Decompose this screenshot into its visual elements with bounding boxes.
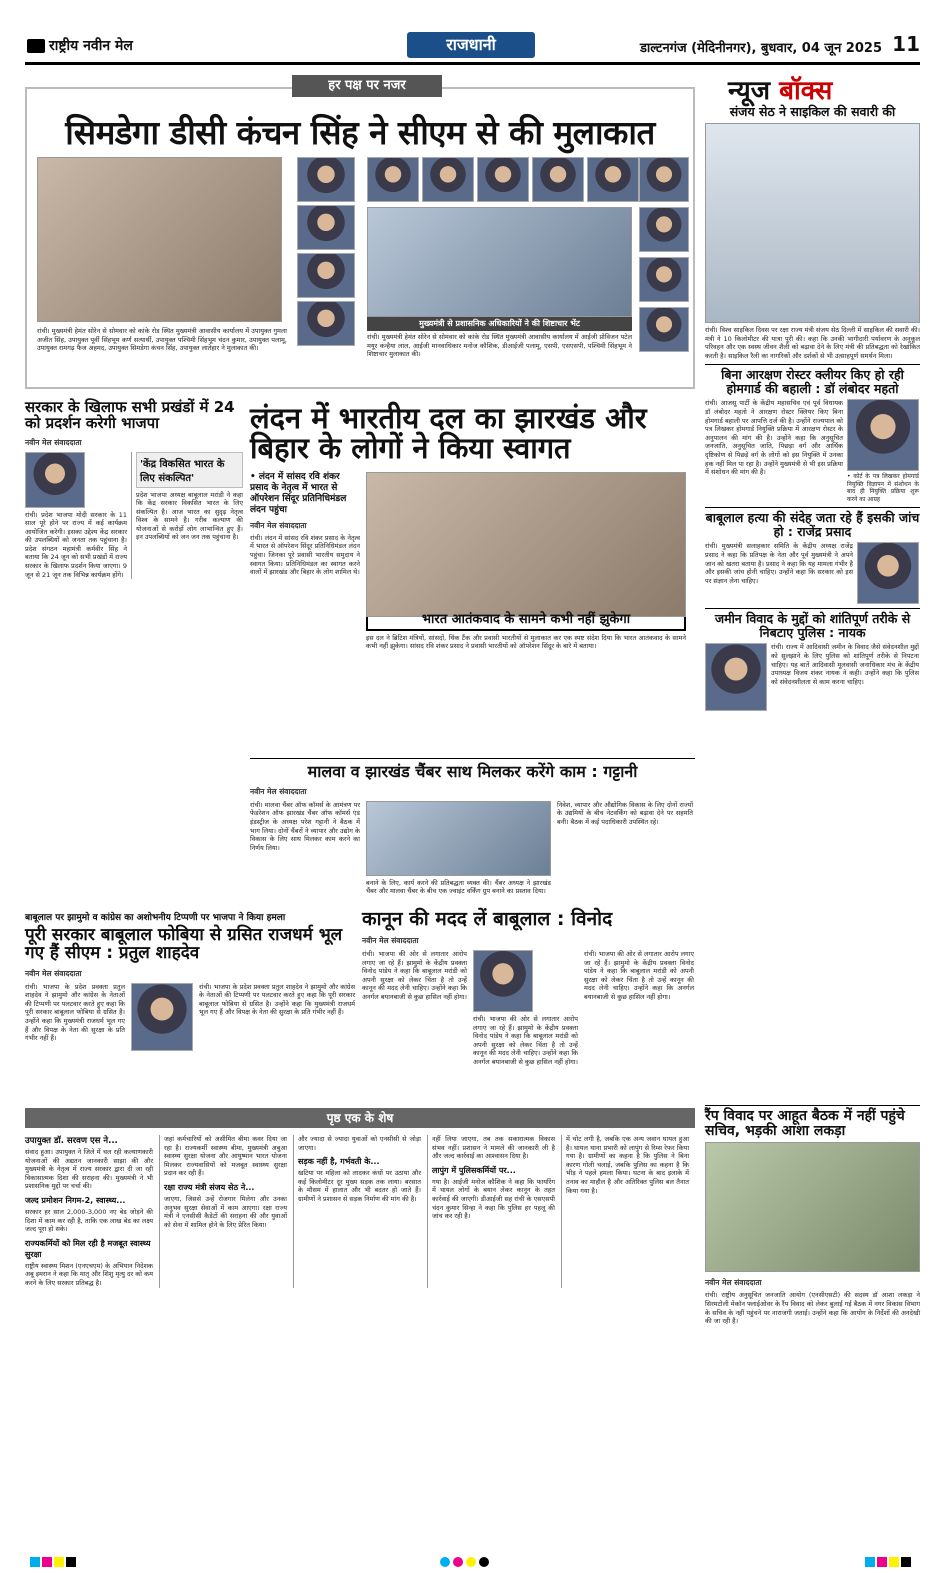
delegation-photo bbox=[366, 472, 686, 617]
banner-headline: भारत आतंकवाद के सामने कभी नहीं झुकेगा bbox=[366, 605, 686, 631]
feature-caption-right: रांची। मुख्यमंत्री हेमंत सोरेन से सोमवार को कांके रोड स्थित मुख्यमंत्री आवासीय कार्यालय में आईजी प्रोविजन पटेल मयूर कन्हैया लाल, आईजी मानवाधिकार मनोज कौशिक, डीआईजी पलामू, एसपी, एसएसपी, पश्चिमी सिंहभूम ने शिष्टाचार मुलाकात की। bbox=[367, 333, 632, 359]
story-text: रांची। भाजपा के प्रदेश प्रवक्ता प्रतुल शाहदेव ने झामुमो और कांग्रेस के नेताओं की टिप्पणी पर पलटवार करते हुए कहा कि पूरी सरकार बाबूलाल फोबिया से ग्रसित है। उन्होंने कहा कि मुख्यमंत्री राजधर्म भूल गए हैं और विपक्ष के नेता की सुरक्षा के प्रति गंभीर नहीं हैं। bbox=[25, 982, 125, 1043]
story-headline: संजय सेठ ने साइकिल की सवारी की bbox=[729, 104, 896, 119]
color-registration-bar bbox=[30, 1552, 78, 1571]
officer-portrait bbox=[422, 157, 474, 202]
page-number: 11 bbox=[892, 32, 920, 56]
dateline: डाल्टनगंज (मेदिनीनगर), बुधवार, 04 जून 2025 bbox=[639, 41, 882, 56]
story-kicker: बाबूलाल पर झामुमो व कांग्रेस का अशोभनीय टिप्पणी पर भाजपा ने किया हमला bbox=[25, 913, 286, 923]
story-headline: बाबूलाल हत्या की संदेह जता रहे हैं इसकी जांच हो : राजेंद्र प्रसाद bbox=[705, 510, 920, 540]
masthead bbox=[25, 30, 920, 65]
story-text: रांची। भाजपा की ओर से लगातार आरोप लगाए जा रहे हैं। झामुमो के केंद्रीय प्रवक्ता विनोद पांडेय ने कहा कि बाबूलाल मरांडी को अपनी सुरक्षा को लेकर चिंता है तो उन्हें कानून की मदद लेनी चाहिए। उन्होंने कहा कि अनर्गल बयानबाजी से कुछ हासिल नहीं होगा। bbox=[473, 1014, 578, 1066]
officer-portrait bbox=[587, 157, 639, 202]
leader-portrait bbox=[131, 983, 193, 1051]
story-text: जहां कर्मचारियों को असीमित बीमा कवर दिया जा रहा है। राज्यकर्मी स्वास्थ्य बीमा, मुख्यमंत्री अबुआ स्वास्थ्य सुरक्षा योजना और आयुष्मान भारत योजना मिलकर राज्यवासियों को मजबूत स्वास्थ्य सुरक्षा प्रदान कर रही हैं। bbox=[164, 1135, 287, 1178]
story-text: रांची। प्रदेश भाजपा मोदी सरकार के 11 साल पूरे होने पर राज्य में कई कार्यक्रम आयोजित करेगी। इसका उद्देश्य केंद्र सरकार की उपलब्धियों को जनता तक पहुंचाना है। प्रदेश संगठन महामंत्री कर्मवीर सिंह ने बताया कि 24 जून को सभी प्रखंडों में राज्य सरकार के खिलाफ प्रदर्शन किया जाएगा। 9 जून से 21 जून तक विभिन्न कार्यक्रम होंगे। bbox=[25, 510, 127, 579]
cycling-photo bbox=[705, 123, 920, 323]
story-headline: बिना आरक्षण रोस्टर क्लीयर किए हो रही होमगार्ड की बहाली : डॉ लंबोदर महतो bbox=[721, 367, 904, 397]
official-portrait bbox=[297, 301, 355, 346]
story-text: प्रदेश भाजपा अध्यक्ष बाबूलाल मरांडी ने कहा कि केंद्र सरकार विकसित भारत के लिए संकल्पित है। आज भारत का सुदृढ़ नेतृत्व विश्व के सामने है। गरीब कल्याण की योजनाओं से करोड़ों लोग लाभान्वित हुए हैं। इन उपलब्धियों को जन जन तक पहुंचाना है। bbox=[136, 490, 243, 542]
leader-portrait bbox=[25, 452, 85, 508]
byline: नवीन मेल संवाददाता bbox=[362, 935, 419, 945]
official-portrait bbox=[297, 253, 355, 298]
story-text: निवेश, व्यापार और औद्योगिक विकास के लिए दोनों राज्यों के उद्यमियों के बीच नेटवर्किंग को बढ़ावा देने पर सहमति बनी। बैठक में कई पदाधिकारी उपस्थित रहे। bbox=[557, 800, 693, 826]
supplement-columns bbox=[25, 1135, 695, 1288]
officer-portrait bbox=[367, 157, 419, 202]
section-tag: राजधानी bbox=[407, 32, 535, 58]
story-text: संवाद हुआ। उपायुक्त ने जिले में चल रही कल्याणकारी योजनाओं की अद्यतन जानकारी साझा की और मुख्यमंत्री के नेतृत्व में राज्य सरकार द्वारा दी जा रही विकासात्मक दिशा की सराहना की। मुख्यमंत्री ने भी प्रशासनिक मुद्दों पर चर्चा की। bbox=[25, 1148, 153, 1191]
photo-caption: बनाने के लिए, कार्य करने की प्रतिबद्धता व्यक्त की। चैंबर अध्यक्ष ने झारखंड चैंबर और मालवा चैंबर के बीच एक ज्वाइंट वर्किंग ग्रुप बनाने का प्रस्ताव दिया। bbox=[366, 878, 551, 896]
story-text: राष्ट्रीय स्वास्थ्य मिशन (एनएचएम) के अभियान निदेशक अबू इमरान ने कहा कि मातृ और शिशु मृत्यु दर को कम करने के लिए सरकार प्रतिबद्ध है। bbox=[25, 1261, 153, 1287]
officer-portrait bbox=[639, 307, 689, 352]
story-text: नहीं लिया जाएगा, तब तक सकारात्मक विकास संभव नहीं। प्रशासन ने मामले की जानकारी ली है और जल्द कार्रवाई का आश्वासन दिया है। bbox=[432, 1135, 555, 1161]
story-text: सरकार हर साल 2,000-3,000 नए बेड जोड़ने की दिशा में काम कर रही है, ताकि एक लाख बेड का लक्ष्य जल्द पूरा हो सके। bbox=[25, 1207, 153, 1234]
color-registration-dots bbox=[440, 1552, 492, 1571]
story-headline: सरकार के खिलाफ सभी प्रखंडों में 24 को प्रदर्शन करेगी भाजपा bbox=[25, 398, 235, 432]
official-portrait bbox=[297, 157, 355, 202]
story-text: रांची। भाजपा के प्रदेश प्रवक्ता प्रतुल शाहदेव ने झामुमो और कांग्रेस के नेताओं की टिप्पणी पर पलटवार करते हुए कहा कि पूरी सरकार बाबूलाल फोबिया से ग्रसित है। उन्होंने कहा कि मुख्यमंत्री राजधर्म भूल गए हैं और विपक्ष के नेता की सुरक्षा के प्रति गंभीर नहीं हैं। bbox=[199, 982, 355, 1017]
feature-box bbox=[25, 78, 695, 389]
supplement-bar: पृष्ठ एक के शेष bbox=[25, 1108, 695, 1128]
story-text: रांची। लंदन में सांसद रवि शंकर प्रसाद के नेतृत्व में भारत से ऑपरेशन सिंदूर प्रतिनिधिमंडल लंदन पहुंचा। जिनका पूरे प्रवासी भारतीय समुदाय ने स्वागत किया। प्रतिनिधिमंडल का स्वागत करने वालों में झारखंड और बिहार के लोग शामिल थे। bbox=[250, 533, 360, 577]
byline: नवीन मेल संवाददाता bbox=[705, 1278, 762, 1288]
story-text: खटिया पर महिला को लादकर कंधों पर उठाया और कई किलोमीटर दूर मुख्य सड़क तक लाया। बरसात के मौसम में हालात और भी बदतर हो जाते हैं। ग्रामीणों ने प्रशासन से सड़क निर्माण की मांग की है। bbox=[298, 1169, 421, 1203]
story-text: और ज्यादा से ज्यादा युवाओं को एनसीसी से जोड़ा जाएगा। bbox=[298, 1135, 421, 1152]
leader-portrait bbox=[857, 542, 919, 604]
byline: नवीन मेल संवाददाता bbox=[250, 786, 307, 796]
story-text: जाएगा, जिससे उन्हें रोजगार मिलेगा और उनका अनुभव सुरक्षा सेवाओं में काम आएगा। रक्षा राज्य मंत्री ने एनसीसी कैडेटों की सराहना की और युवाओं को सेना में शामिल होने के लिए प्रेरित किया। bbox=[164, 1194, 287, 1229]
leader-portrait bbox=[705, 643, 767, 711]
story-text: रांची। राष्ट्रीय अनुसूचित जनजाति आयोग (एनसीएसटी) की सदस्य डॉ आशा लकड़ा ने सिरमटोली मेकॉन फ्लाईओवर के रैंप विवाद को लेकर बुलाई गई बैठक में नगर विकास विभाग के सचिव के नहीं पहुंचने पर नाराजगी जताई। उन्होंने कहा कि आयोग के निर्देशों की अनदेखी की जा रही है। bbox=[705, 1291, 920, 1326]
story-headline: रैंप विवाद पर आहूत बैठक में नहीं पहुंचे सचिव, भड़की आशा लकड़ा bbox=[705, 1108, 905, 1139]
chamber-story bbox=[250, 758, 695, 896]
sub-headline: सड़क नहीं है, गर्भवती के... bbox=[298, 1157, 380, 1167]
byline: नवीन मेल संवाददाता bbox=[25, 968, 82, 978]
news-box-column bbox=[705, 105, 920, 711]
official-portrait bbox=[297, 205, 355, 250]
sub-headline: राज्यकर्मियों को मिल रही है मजबूत स्वास्थ्य सुरक्षा bbox=[25, 1238, 151, 1259]
news-box-title: न्यूज बॉक्स bbox=[728, 76, 833, 106]
bjp-story bbox=[25, 400, 243, 579]
feature-tab: हर पक्ष पर नजर bbox=[292, 75, 442, 97]
story-headline: जमीन विवाद के मुद्दों को शांतिपूर्ण तरीके से निबटाए पुलिस : नायक bbox=[714, 611, 911, 641]
story-headline: पूरी सरकार बाबूलाल फोबिया से ग्रसित राजधर्म भूल गए हैं सीएम : प्रतुल शाहदेव bbox=[25, 925, 343, 963]
story-text: रांची। भाजपा की ओर से लगातार आरोप लगाए जा रहे हैं। झामुमो के केंद्रीय प्रवक्ता विनोद पांडेय ने कहा कि बाबूलाल मरांडी को अपनी सुरक्षा को लेकर चिंता है तो उन्हें कानून की मदद लेनी चाहिए। उन्होंने कहा कि अनर्गल बयानबाजी से कुछ हासिल नहीं होगा। bbox=[584, 949, 694, 1001]
sub-headline: लापुंग में पुलिसकर्मियों पर... bbox=[432, 1165, 516, 1175]
newspaper-logo: राष्ट्रीय नवीन मेल bbox=[27, 36, 133, 55]
byline: नवीन मेल संवाददाता bbox=[25, 437, 82, 447]
story-text: गया है। आईजी मनोज कौशिक ने कहा कि फायरिंग में घायल लोगों के बयान लेकर कानून के तहत कार्रवाई की जाएगी। डीआईजी सह रांची के एसएसपी चंदन कुमार सिन्हा ने कहा कि पुलिस हर पहलू की जांच कर रही है। bbox=[432, 1177, 555, 1221]
story-text: रांची। मुख्यमंत्री सलाहकार समिति के केंद्रीय अध्यक्ष राजेंद्र प्रसाद ने कहा कि प्रतिपक्ष के नेता और पूर्व मुख्यमंत्री ने अपने जान को खतरा बताया है। प्रसाद ने कहा कि यह मामला गंभीर है और इसकी जांच होनी चाहिए। उन्होंने कहा कि सरकार को इस पर संज्ञान लेना चाहिए। bbox=[705, 542, 853, 585]
chamber-photo bbox=[366, 801, 551, 876]
story-text: रांची। विश्व साइकिल दिवस पर रक्षा राज्य मंत्री संजय सेठ दिल्ली में साइकिल की सवारी की। मंत्री ने 10 किलोमीटर की यात्रा पूरी की। कहा कि उनकी भागीदारी पर्यावरण के अनुकूल परिवहन और एक स्वस्थ जीवन शैली को बढ़ावा देने के लिए मंत्री की प्रतिबद्धता को रेखांकित करती है। साइकिल रैली का नागरिकों और दर्शकों से भी उत्साहपूर्ण समर्थन मिला। bbox=[705, 326, 920, 360]
feature-headline: सिमडेगा डीसी कंचन सिंह ने सीएम से की मुलाकात bbox=[65, 113, 655, 152]
byline: नवीन मेल संवाददाता bbox=[250, 520, 307, 530]
sub-headline: 'केंद्र विकसित भारत के लिए संकल्पित' bbox=[136, 452, 243, 488]
story-text: रांची। भाजपा की ओर से लगातार आरोप लगाए जा रहे हैं। झामुमो के केंद्रीय प्रवक्ता विनोद पांडेय ने कहा कि बाबूलाल मरांडी को अपनी सुरक्षा को लेकर चिंता है तो उन्हें कानून की मदद लेनी चाहिए। उन्होंने कहा कि अनर्गल बयानबाजी से कुछ हासिल नहीं होगा। bbox=[362, 949, 467, 1001]
london-story bbox=[250, 403, 695, 651]
story-text: रांची। मालवा चैंबर ऑफ कॉमर्स के आमंत्रण पर फेडरेशन ऑफ झारखंड चैंबर ऑफ कॉमर्स एंड इंडस्ट्रीज के अध्यक्ष परेश गट्टानी ने बैठक में भाग लिया। दोनों चैंबरों ने व्यापार और उद्योग के विकास के लिए साथ मिलकर काम करने का निर्णय लिया। bbox=[250, 800, 360, 852]
story-bullet: • लंदन में सांसद रवि शंकर प्रसाद के नेतृत्व में भारत से ऑपरेशन सिंदूर प्रतिनिधिमंडल लंदन पहुंचा bbox=[250, 471, 347, 515]
sub-headline: रक्षा राज्य मंत्री संजय सेठ ने... bbox=[164, 1182, 255, 1192]
law-story bbox=[362, 910, 695, 1067]
leader-portrait bbox=[473, 950, 533, 1012]
officer-portrait bbox=[639, 157, 689, 202]
officer-portrait bbox=[477, 157, 529, 202]
story-headline: मालवा व झारखंड चैंबर साथ मिलकर करेंगे काम : गट्टानी bbox=[307, 762, 638, 781]
feature-caption-left: रांची। मुख्यमंत्री हेमंत सोरेन से सोमवार को कांके रोड स्थित मुख्यमंत्री आवासीय कार्यालय में उपायुक्त गुमला अजीत सिंह, उपायुक्त पूर्वी सिंहभूम कर्ण सत्यार्थी, उपायुक्त पश्चिमी सिंहभूम चंदन कुमार, उपायुक्त पलामू, उपायुक्त रामगढ़ फैज अहमद, उपायुक्त सिमडेगा कंचन सिंह, उपायुक्त लातेहार ने मुलाकात की। bbox=[37, 327, 287, 353]
ramp-photo bbox=[705, 1142, 920, 1272]
officer-portrait bbox=[639, 257, 689, 302]
story-text: में चोट लगी है, जबकि एक अन्य जवान घायल हुआ है। घायल थाना प्रभारी को लापुंग से रिम्स रेफर किया गया है। ग्रामीणों का कहना है कि पुलिस ने बिना कारण गोली चलाई, जबकि पुलिस का कहना है कि भीड़ ने पहले हमला किया। घटना के बाद इलाके में तनाव का माहौल है और अतिरिक्त पुलिस बल तैनात किया गया है। bbox=[566, 1135, 689, 1195]
sub-headline: जल्द प्रमोशन निगम-2, स्वास्थ्य... bbox=[25, 1195, 126, 1205]
officer-portrait bbox=[639, 207, 689, 252]
story-text: रांची। राज्य में आदिवासी जमीन के विवाद जैसे संवेदनशील मुद्दों को सुलझाने के लिए पुलिस को शांतिपूर्ण तरीके से निपटना चाहिए। यह बातें आदिवासी मूलवासी जनाधिकार मंच के केंद्रीय उपाध्यक्ष विजय शंकर नायक ने कही। उन्होंने कहा कि पुलिस को संवेदनशीलता से काम करना चाहिए। bbox=[771, 643, 919, 686]
meeting-photo-left bbox=[37, 157, 282, 322]
sub-headline: उपायुक्त डॉ. सरवण एस ने... bbox=[25, 1136, 118, 1146]
leader-portrait bbox=[847, 399, 919, 471]
color-registration-bar bbox=[865, 1552, 913, 1571]
officer-portrait bbox=[532, 157, 584, 202]
meeting-photo-right bbox=[367, 207, 632, 317]
photo-strip-caption: मुख्यमंत्री से प्रशासनिक अधिकारियों ने की शिष्टाचार भेंट bbox=[367, 317, 632, 331]
story-headline: कानून की मदद लें बाबूलाल : विनोद bbox=[362, 908, 613, 930]
story-headline: लंदन में भारतीय दल का झारखंड और बिहार के लोगों ने किया स्वागत bbox=[250, 401, 647, 466]
photo-caption: • कोर्ट के पत्र लिखकर होमगार्ड नियुक्ति विज्ञापन में संशोधन के बाद ही नियुक्ति प्रक्रिया शुरू करने का आग्रह bbox=[847, 473, 919, 503]
ramp-story bbox=[705, 1105, 920, 1326]
congress-story bbox=[25, 910, 355, 1051]
banner-text: इस दल ने ब्रिटिश मंत्रियों, सांसदों, थिंक टैंक और प्रवासी भारतीयों से मुलाकात कर एक स्पष्ट संदेश दिया कि भारत आतंकवाद के सामने कभी नहीं झुकेगा। सांसद रवि शंकर प्रसाद ने प्रवासी भारतीयों को ऑपरेशन सिंदूर के बारे में बताया। bbox=[366, 633, 686, 651]
story-text: रांची। आजसू पार्टी के केंद्रीय महासचिव एवं पूर्व विधायक डॉ लंबोदर महतो ने आरक्षण रोस्टर क्लियर किए बिना होमगार्ड बहाली पर आपत्ति दर्ज की है। उन्होंने राज्यपाल को पत्र लिखकर होमगार्ड नियुक्ति प्रक्रिया में आरक्षण रोस्टर के अनुपालन की मांग की है। उन्होंने कहा कि अनुसूचित जनजाति, अनुसूचित जाति, पिछड़ा वर्ग और आर्थिक दृष्टिकोण से पिछड़े वर्ग के लोगों को इस नियुक्ति में उनका हक नहीं मिल पा रहा है। उन्होंने मुख्यमंत्री से भी इस प्रक्रिया में संशोधन की मांग की है। bbox=[705, 399, 843, 477]
